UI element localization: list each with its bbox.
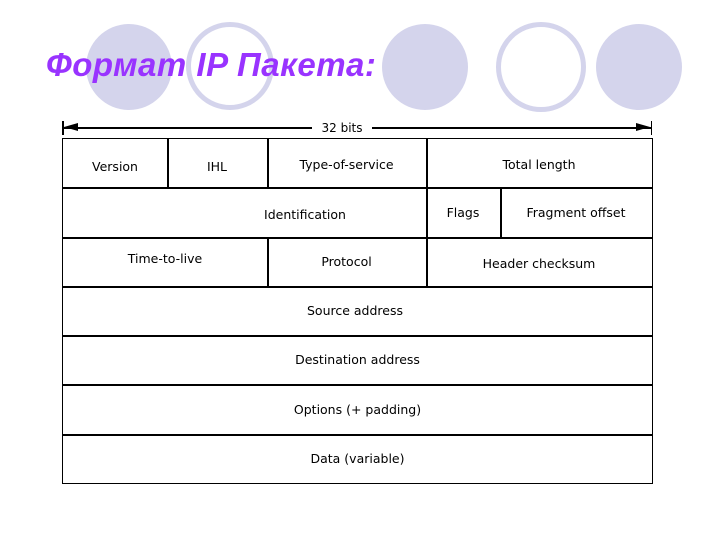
width-line bbox=[372, 127, 652, 129]
width-line bbox=[62, 127, 312, 129]
field-time-to-live: Time-to-live bbox=[127, 251, 203, 266]
field-source-address: Source address bbox=[306, 303, 403, 318]
slide-title: Формат IP Пакета: bbox=[46, 46, 377, 83]
field-options: Options (+ padding) bbox=[293, 401, 422, 417]
decorative-circle bbox=[382, 24, 468, 110]
field-header-checksum: Header checksum bbox=[482, 256, 596, 271]
field-identification: Identification bbox=[264, 206, 346, 222]
decorative-circle bbox=[496, 22, 586, 112]
width-indicator bbox=[62, 120, 652, 136]
field-destination-address: Destination address bbox=[295, 352, 420, 367]
field-total-length: Total length bbox=[502, 157, 576, 172]
field-fragment-offset: Fragment offset bbox=[526, 205, 626, 220]
field-data: Data (variable) bbox=[310, 451, 405, 466]
field-flags: Flags bbox=[446, 205, 480, 220]
arrow-right-icon bbox=[636, 123, 650, 131]
field-ihl: IHL bbox=[206, 158, 228, 174]
field-version: Version bbox=[92, 158, 138, 174]
width-label: 32 bits bbox=[321, 121, 363, 135]
width-end-tick bbox=[651, 121, 653, 135]
ip-packet-diagram bbox=[62, 138, 653, 484]
decorative-circle bbox=[596, 24, 682, 110]
field-type-of-service: Type-of-service bbox=[299, 157, 394, 172]
field-protocol: Protocol bbox=[321, 254, 372, 269]
